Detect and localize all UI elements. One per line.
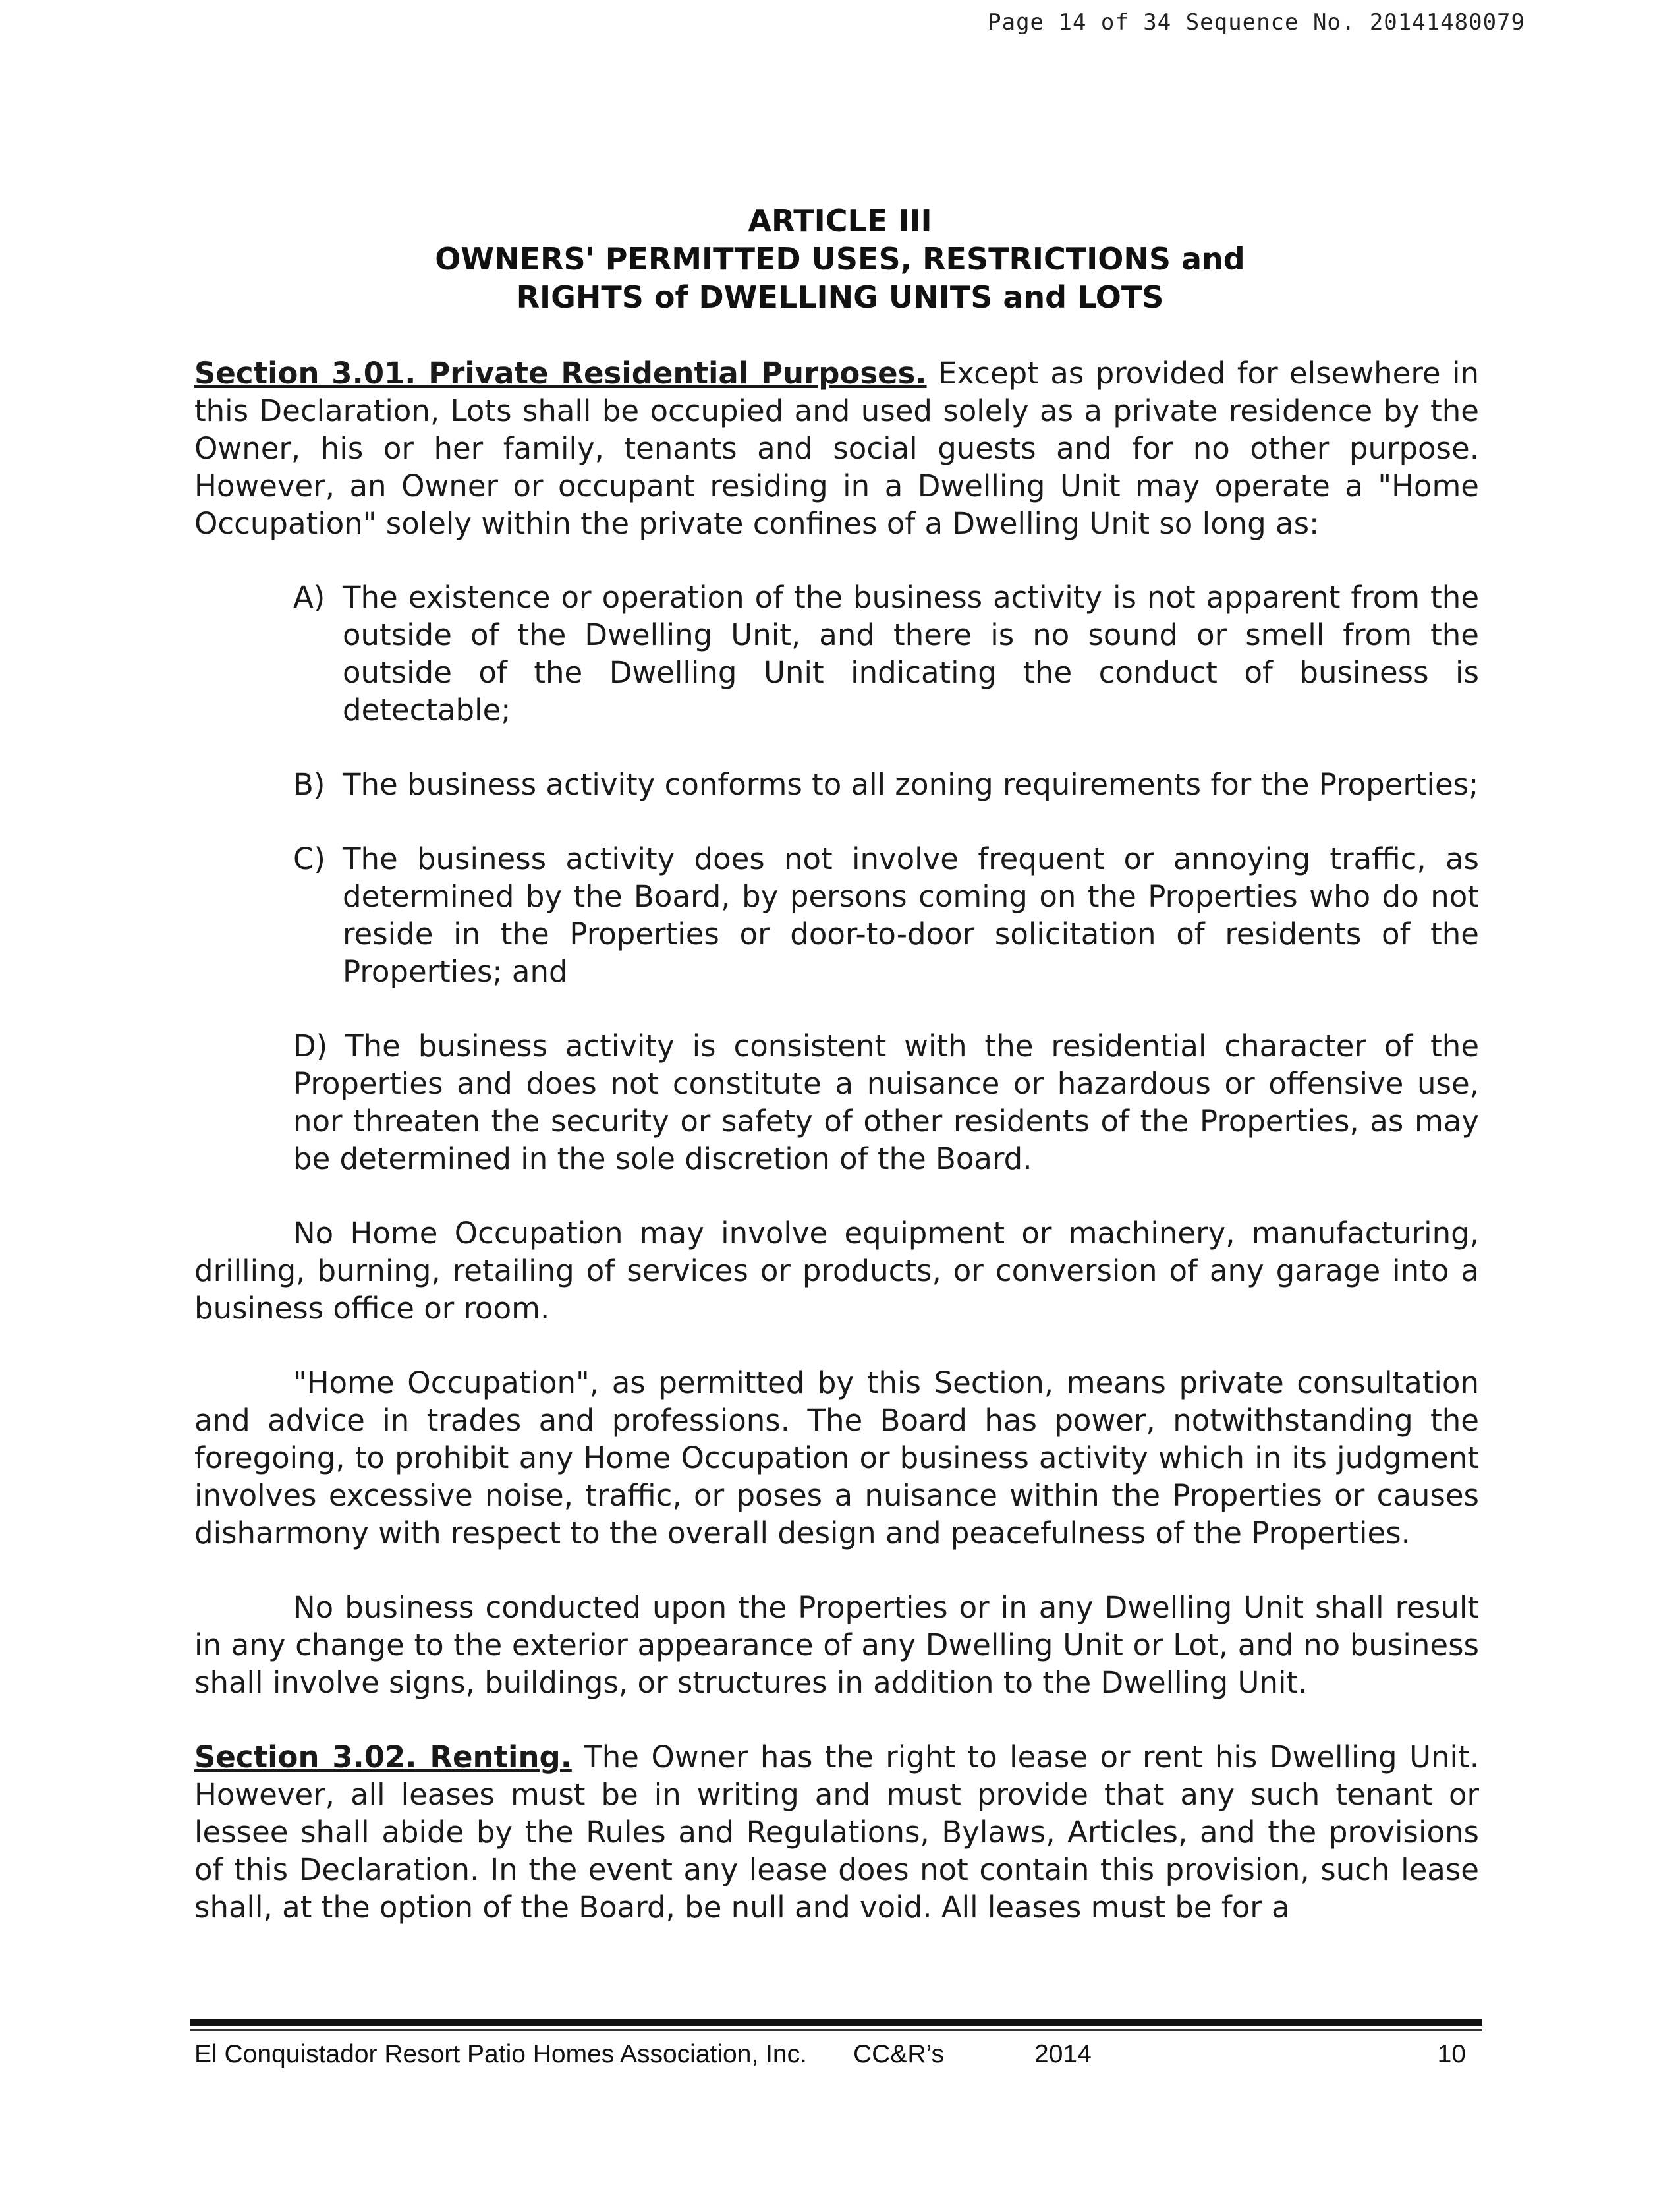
section-3-02-text: The Owner has the right to lease or rent his Dwelling Unit. However, all leases must be in writing and must provide that any such tenant or lessee shall abide by the Rules and Regulations, Bylaws, Articles, and the provisions of this Declaration. In the event any lease does not contain this provision, such lease shall, at the option of the Board, be null and void. All leases must be for a	[194, 1740, 1479, 1925]
footer-year: 2014	[1034, 2040, 1092, 2068]
section-3-01-intro-text: Except as provided for elsewhere in this Declaration, Lots shall be occupied and used solely as a private residence by the Owner, his or her family, tenants and social guests and for no other purpose. However, an Owner or occupant residing in a Dwelling Unit may operate a "Home Occupation" solely within the private confines of a Dwelling Unit so long as:	[194, 356, 1479, 541]
footer-association: El Conquistador Resort Patio Homes Association, Inc.	[194, 2040, 807, 2068]
list-item-text: The business activity does not involve frequent or annoying traffic, as determined by the Board, by persons coming on the Properties who do not reside in the Properties or door-to-door solicitation of residents of the Properties; and	[343, 841, 1479, 989]
article-title-line-3: RIGHTS of DWELLING UNITS and LOTS	[516, 279, 1164, 315]
section-3-01-intro	[194, 354, 1479, 542]
section-3-02	[194, 1738, 1479, 1926]
footer-page-number: 10	[1437, 2040, 1466, 2068]
paragraph-home-occupation-definition: "Home Occupation", as permitted by this Section, means private consultation and advice in trades and professions. The Board has power, notwithstanding the foregoing, to prohibit any Home Occupation or business activity which in its judgment involves excessive noise, traffic, or poses a nuisance within the Properties or causes disharmony with respect to the overall design and peacefulness of the Properties.	[194, 1365, 1479, 1550]
article-title	[0, 202, 1680, 316]
list-item-text: The existence or operation of the business activity is not apparent from the outside of the Dwelling Unit, and there is no sound or smell from the outside of the Dwelling Unit indicating the conduct of business is detectable;	[343, 580, 1479, 727]
home-occupation-conditions	[194, 579, 1479, 990]
document-body	[194, 354, 1479, 1926]
paragraph-no-home-occupation: No Home Occupation may involve equipment or machinery, manufacturing, drilling, burning, retailing of services or products, or conversion of any garage into a business office or room.	[194, 1216, 1479, 1326]
list-item	[293, 840, 1479, 990]
paragraph-no-exterior-change: No business conducted upon the Properties or in any Dwelling Unit shall result in any change to the exterior appearance of any Dwelling Unit or Lot, and no business shall involve signs, buildings, or structures in addition to the Dwelling Unit.	[194, 1590, 1479, 1700]
footer-rule-thick	[190, 2019, 1482, 2026]
list-item-d: D) The business activity is consistent with the residential character of the Properties and does not constitute a nuisance or hazardous or offensive use, nor threaten the security or safety of other residents of the Properties, as may be determined in the sole discretion of the Board.	[293, 1029, 1479, 1176]
article-number: ARTICLE III	[748, 203, 932, 239]
list-item	[293, 766, 1479, 803]
footer-document: CC&R’s	[853, 2040, 944, 2068]
list-item-text: The business activity conforms to all zoning requirements for the Properties;	[343, 767, 1479, 802]
list-item-label: B)	[293, 767, 325, 802]
sequence-header: Page 14 of 34 Sequence No. 20141480079	[988, 9, 1525, 36]
list-item	[293, 579, 1479, 729]
list-item-label: C)	[293, 841, 325, 876]
section-3-01-heading: Section 3.01. Private Residential Purposes.	[194, 356, 927, 391]
section-3-02-heading: Section 3.02. Renting.	[194, 1740, 572, 1774]
list-item-label: A)	[293, 580, 325, 615]
footer-rule-thin	[190, 2029, 1482, 2031]
page-footer	[194, 2040, 1479, 2073]
article-title-line-2: OWNERS' PERMITTED USES, RESTRICTIONS and	[435, 241, 1245, 277]
